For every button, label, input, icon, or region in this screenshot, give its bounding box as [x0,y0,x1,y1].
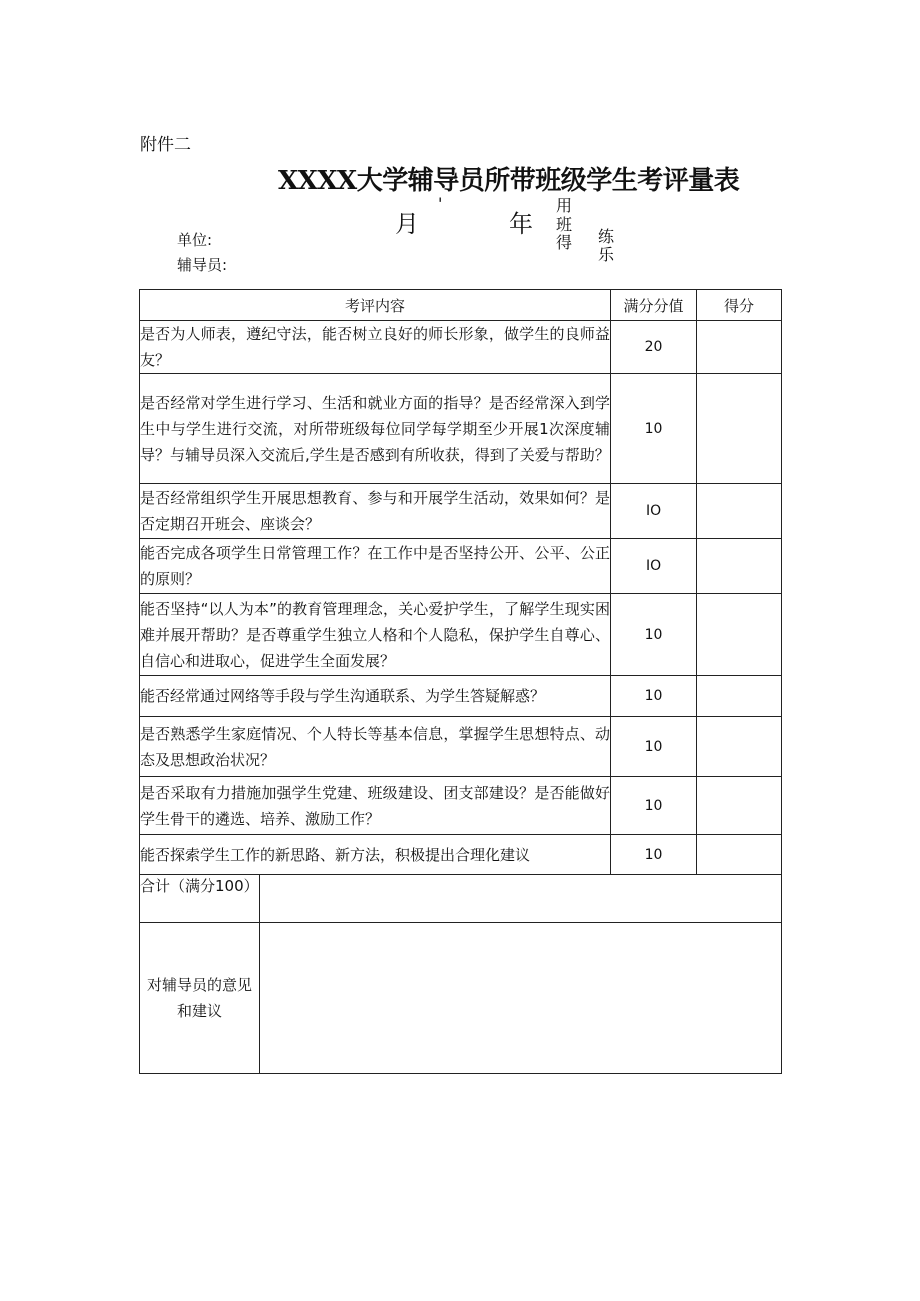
overlay-year: 年 [509,210,533,238]
total-value-cell[interactable] [260,875,782,923]
header-row [140,290,782,321]
full-score-value: 10 [611,835,697,875]
overlay-char-1: 用 [556,196,573,215]
attachment-label: 附件二 [140,135,191,155]
criterion-text: 是否采取有力措施加强学生党建、班级建设、团支部建设？是否能做好学生骨干的遴选、培养、激励工作？ [140,777,611,835]
overlay-char-4: 练 [598,227,615,246]
table-row [140,321,782,374]
score-cell[interactable] [697,777,782,835]
score-cell[interactable] [697,374,782,484]
full-score-value: 10 [611,594,697,676]
table-row [140,777,782,835]
table-row [140,484,782,539]
score-cell[interactable] [697,594,782,676]
unit-label: 单位: [177,231,213,249]
opinion-value-cell[interactable] [260,923,782,1074]
full-score-value: IO [611,484,697,539]
overlay-char-3: 得 [556,233,573,252]
evaluation-table [139,289,782,1074]
table-row [140,717,782,777]
total-row [140,875,782,923]
full-score-value: 20 [611,321,697,374]
overlay-month: 月 [395,210,419,238]
full-score-value: 10 [611,374,697,484]
criterion-text: 能否坚持“以人为本”的教育管理理念，关心爱护学生，了解学生现实困难并展开帮助？是否尊重学生独立人格和个人隐私，保护学生自尊心、自信心和进取心，促进学生全面发展？ [140,594,611,676]
full-score-value: IO [611,539,697,594]
criterion-text: 是否经常对学生进行学习、生活和就业方面的指导？是否经常深入到学生中与学生进行交流，对所带班级每位同学每学期至少开展1次深度辅导？与辅导员深入交流后,学生是否感到有所收获，得到了关爱与帮助？ [140,374,611,484]
score-cell[interactable] [697,835,782,875]
page-title: XXXX大学辅导员所带班级学生考评量表 [278,166,740,196]
score-cell[interactable] [697,321,782,374]
overlay-mark: ' [438,194,443,213]
overlay-char-2: 班 [556,215,573,234]
score-cell[interactable] [697,539,782,594]
criterion-text: 是否经常组织学生开展思想教育、参与和开展学生活动，效果如何？是否定期召开班会、座谈会？ [140,484,611,539]
full-score-value: 10 [611,777,697,835]
criterion-text: 能否完成各项学生日常管理工作？在工作中是否坚持公开、公平、公正的原则？ [140,539,611,594]
criterion-text: 是否为人师表，遵纪守法，能否树立良好的师长形象，做学生的良师益友？ [140,321,611,374]
table-row [140,594,782,676]
overlay-char-5: 乐 [598,245,615,264]
header-full-score: 满分分值 [611,290,697,321]
full-score-value: 10 [611,717,697,777]
counselor-label: 辅导员: [177,256,228,274]
table-row [140,539,782,594]
full-score-value: 10 [611,676,697,717]
total-label: 合计（满分100） [140,875,260,923]
opinion-label: 对辅导员的意见和建议 [140,923,260,1074]
opinion-row [140,923,782,1074]
table-row [140,676,782,717]
header-score: 得分 [697,290,782,321]
score-cell[interactable] [697,717,782,777]
criterion-text: 是否熟悉学生家庭情况、个人特长等基本信息，掌握学生思想特点、动态及思想政治状况？ [140,717,611,777]
criterion-text: 能否经常通过网络等手段与学生沟通联系、为学生答疑解惑？ [140,676,611,717]
score-cell[interactable] [697,676,782,717]
score-cell[interactable] [697,484,782,539]
criterion-text: 能否探索学生工作的新思路、新方法，积极提出合理化建议 [140,835,611,875]
table-row [140,374,782,484]
header-content: 考评内容 [140,290,611,321]
table-row [140,835,782,875]
